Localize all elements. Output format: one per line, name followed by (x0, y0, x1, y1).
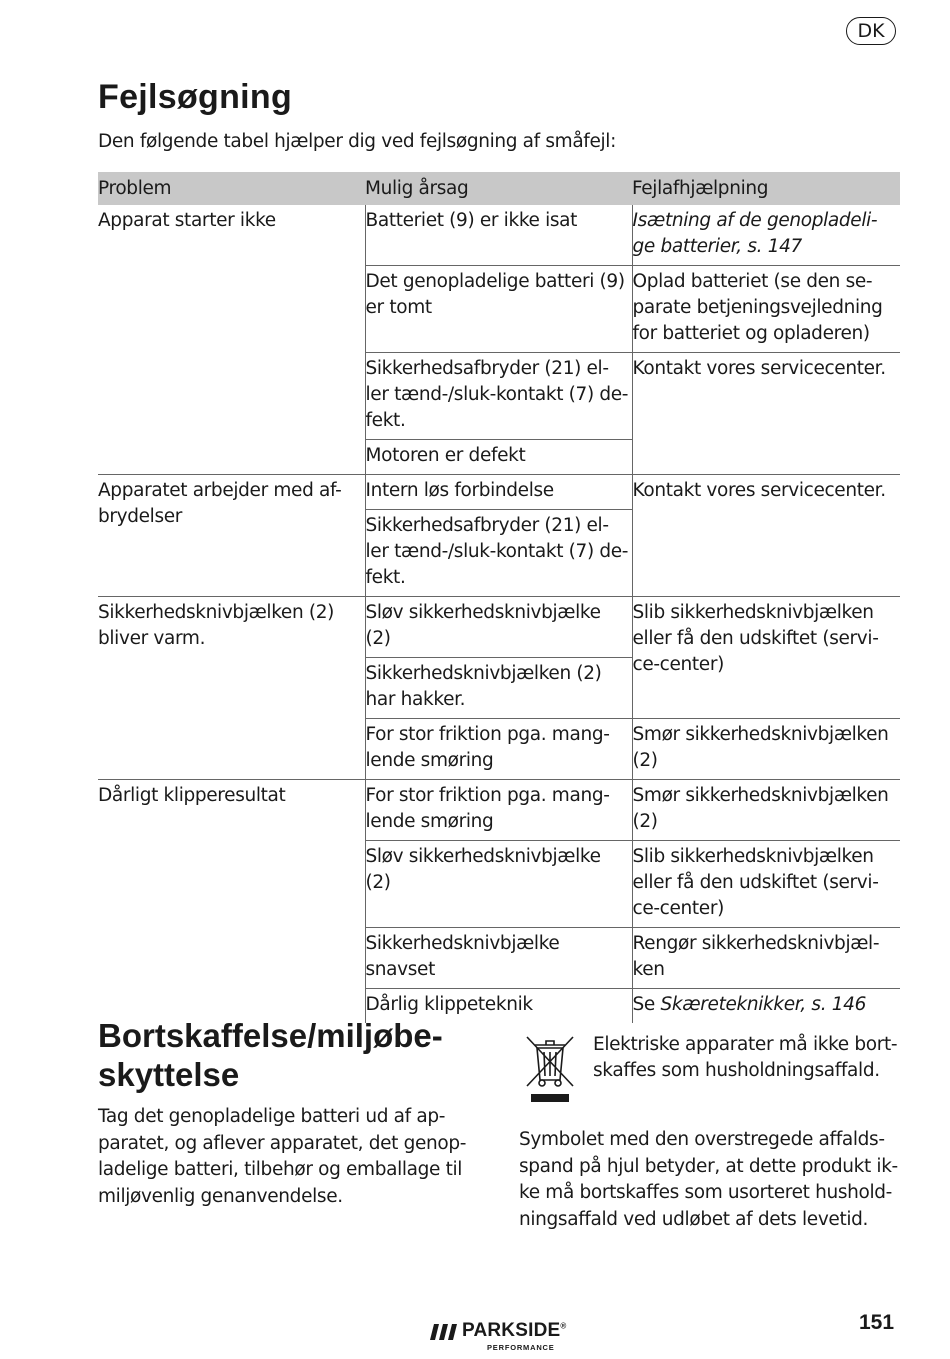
cause-cell: Sløv sikkerhedsknivbjælke (2) (365, 597, 632, 658)
cause-cell: Sikkerhedsknivbjælke snavset (365, 928, 632, 989)
column-header-remedy: Fejlafhjælpning (632, 172, 900, 205)
page-number: 151 (859, 1311, 895, 1334)
cause-cell: Det genopladelige batteri (9) er tomt (365, 266, 632, 353)
column-header-problem: Problem (98, 172, 365, 205)
cause-cell: For stor friktion pga. mang-lende smøring (365, 780, 632, 841)
table-row (98, 597, 900, 658)
cause-cell: Intern løs forbindelse (365, 475, 632, 510)
cause-cell: Dårlig klippeteknik (365, 989, 632, 1024)
troubleshooting-table (98, 172, 900, 1023)
problem-cell: Dårligt klipperesultat (98, 780, 365, 1024)
language-badge: DK (846, 17, 896, 45)
remedy-cell: Isætning af de genopladeli-ge batterier, s. 147 (632, 205, 900, 266)
disposal-paragraph: Tag det genopladelige batteri ud af ap-paratet, og aflever apparatet, det genop-ladelige batteri, tilbehør og emballage til miljøvenlig genanvendelse. (98, 1106, 467, 1207)
remedy-cell: Kontakt vores servicecenter. (632, 353, 900, 475)
cause-cell: For stor friktion pga. mang-lende smøring (365, 719, 632, 780)
remedy-cell: Slib sikkerhedsknivbjælken eller få den udskiftet (servi-ce-center) (632, 597, 900, 719)
remedy-cell: Kontakt vores servicecenter. (632, 475, 900, 597)
cause-cell: Sikkerhedsafbryder (21) el-ler tænd-/sluk-kontakt (7) de-fekt. (365, 353, 632, 440)
disposal-title: Bortskaffelse/miljøbe-skyttelse (98, 1017, 443, 1093)
column-header-cause: Mulig årsag (365, 172, 632, 205)
table-row (98, 475, 900, 510)
cause-cell: Sikkerhedsknivbjælken (2) har hakker. (365, 658, 632, 719)
problem-cell: Sikkerhedsknivbjælken (2) bliver varm. (98, 597, 365, 780)
cutting-techniques-reference: Skæreteknikker, s. 146 (660, 994, 867, 1015)
remedy-prefix: Se (632, 994, 661, 1015)
brand-subline: PERFORMANCE (487, 1343, 555, 1352)
table-header-row (98, 172, 900, 205)
remedy-cell: Rengør sikkerhedsknivbjæl-ken (632, 928, 900, 989)
crossed-out-wheelie-bin-icon (524, 1034, 576, 1106)
parkside-logo (430, 1320, 582, 1354)
table-row (98, 205, 900, 266)
weee-notice: Elektriske apparater må ikke bort-skaffes som husholdningsaffald. (593, 1034, 898, 1081)
remedy-cell: Smør sikkerhedsknivbjælken (2) (632, 719, 900, 780)
remedy-cell: Smør sikkerhedsknivbjælken (2) (632, 780, 900, 841)
cause-cell: Batteriet (9) er ikke isat (365, 205, 632, 266)
remedy-cell: Oplad batteriet (se den se-parate betjeningsvejledning for batteriet og opladeren) (632, 266, 900, 353)
troubleshooting-title: Fejlsøgning (98, 78, 293, 116)
problem-cell: Apparat starter ikke (98, 210, 276, 231)
remedy-cell (632, 989, 900, 1024)
table-row (98, 780, 900, 841)
troubleshooting-intro: Den følgende tabel hjælper dig ved fejlsøgning af småfejl: (98, 131, 616, 152)
remedy-cell: Slib sikkerhedsknivbjælken eller få den udskiftet (servi-ce-center) (632, 841, 900, 928)
problem-cell: Apparatet arbejder med af-brydelser (98, 475, 365, 597)
weee-explanation: Symbolet med den overstregede affalds-spand på hjul betyder, at dette produkt ik-ke må bortskaffes som usorteret hushold-ningsaffald ved udløbet af dets levetid. (519, 1129, 898, 1230)
brand-name: PARKSIDE® (462, 1320, 567, 1341)
cause-cell: Sikkerhedsafbryder (21) el-ler tænd-/sluk-kontakt (7) de-fekt. (365, 510, 632, 597)
cause-cell: Motoren er defekt (365, 440, 632, 475)
cause-cell: Sløv sikkerhedsknivbjælke (2) (365, 841, 632, 928)
brand-stripes-icon (430, 1324, 458, 1340)
